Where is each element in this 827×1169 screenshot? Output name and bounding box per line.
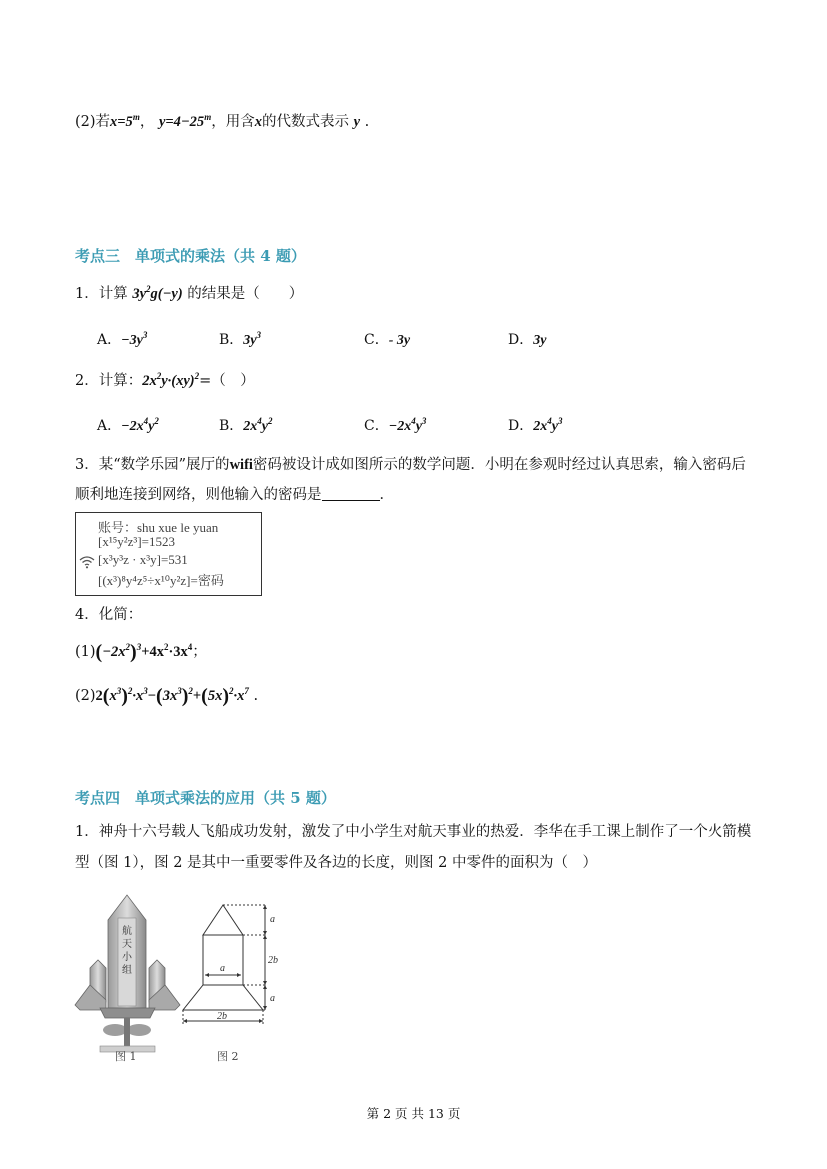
- math-expr: −2x: [102, 644, 126, 660]
- math-var: y: [353, 114, 360, 130]
- option-c[interactable]: [364, 415, 426, 435]
- math-expr: 3y: [533, 333, 547, 348]
- math-exp: 4: [547, 416, 552, 426]
- question-s4-1-line1: 1．神舟十六号载人飞船成功发射，激发了中小学生对航天事业的热爱．李华在手工课上制作了一个火箭模: [75, 824, 752, 840]
- math-exp: 3: [177, 686, 182, 696]
- q-prefix: 2．计算：: [75, 373, 143, 389]
- math-exp: 3: [256, 330, 262, 340]
- option-d[interactable]: [508, 415, 562, 435]
- math-expr: 5x: [207, 688, 223, 704]
- paren: ): [121, 685, 128, 707]
- math-expr: y: [415, 419, 422, 434]
- q-suffix: =（ ）: [199, 373, 255, 389]
- math-expr: y: [551, 419, 558, 434]
- text: .: [364, 114, 370, 130]
- part-label: (2): [75, 688, 96, 704]
- math-exp: 2: [125, 642, 131, 652]
- dim-a-top: a: [270, 914, 275, 925]
- page-footer: 第 2 页 共 13 页: [366, 1106, 461, 1121]
- rocket-label-char: 小: [122, 952, 132, 963]
- paren: (: [95, 641, 103, 663]
- separator: ，: [139, 114, 155, 130]
- math-expr: ·x: [132, 688, 144, 704]
- math-expr: y: [148, 419, 155, 434]
- question-2: [75, 371, 255, 391]
- math-exp: 2: [188, 686, 193, 696]
- text: 的代数式表示: [261, 114, 349, 130]
- q-prefix: 1．计算: [75, 286, 128, 302]
- question-s4-1-line2: 型（图 1），图 2 是其中一重要零件及各边的长度，则图 2 中零件的面积为（ ）: [75, 855, 597, 871]
- math-exp: 4: [411, 416, 416, 426]
- option-label: A．: [97, 332, 122, 348]
- option-label: C．: [364, 332, 389, 348]
- math-expr: - 3y: [388, 333, 411, 348]
- dim-2b-side: 2b: [268, 955, 278, 966]
- math-exp: 3: [142, 330, 148, 340]
- math-exp: 2: [156, 371, 162, 381]
- option-a[interactable]: [97, 415, 159, 435]
- math-exp: 4: [187, 642, 193, 652]
- question-1: [75, 284, 303, 304]
- option-label: D．: [508, 332, 534, 348]
- paren: ): [181, 685, 189, 707]
- text: 3．某“数学乐园”展厅的: [75, 457, 230, 473]
- option-label: B．: [219, 418, 244, 434]
- question-3-line1: [75, 455, 746, 475]
- paren: (: [156, 685, 163, 707]
- option-a[interactable]: [97, 329, 147, 349]
- formula-row-1: [x¹⁵y²z³]=1523: [98, 534, 175, 549]
- math-expr: 2x: [243, 419, 258, 434]
- math-exp: 2: [146, 284, 151, 294]
- math-expr: y=4−25: [158, 114, 205, 130]
- q-suffix: 的结果是（ ）: [187, 286, 304, 302]
- wifi-password-box: [75, 512, 262, 596]
- math-exp: m: [204, 112, 212, 122]
- math-expr: ·x: [233, 688, 245, 704]
- text: 密码被设计成如图所示的数学问题．小明在参观时经过认真思索，输入密码后: [252, 457, 746, 473]
- math-exp: 2: [127, 686, 133, 696]
- math-expr: x=5: [110, 114, 133, 130]
- account-label: 账号：shu xue le yuan: [98, 520, 219, 535]
- math-exp: 2: [163, 642, 169, 652]
- math-expr: x: [109, 688, 117, 704]
- option-label: C．: [364, 418, 389, 434]
- paren: (: [201, 685, 208, 707]
- math-expr: (−y): [157, 286, 183, 302]
- math-expr: −3y: [121, 333, 143, 348]
- math-exp: 2: [194, 371, 200, 381]
- math-exp: m: [132, 112, 140, 122]
- paren: ): [222, 685, 229, 707]
- formula-row-3: [(x³)⁸y⁴z⁵÷x¹⁰y²z]=密码: [98, 573, 224, 588]
- wifi-icon: [79, 555, 95, 569]
- math-exp: 4: [257, 416, 262, 426]
- option-label: A．: [97, 418, 122, 434]
- math-expr: −2x: [121, 419, 144, 434]
- figure-1-caption: 图 1: [115, 1050, 137, 1063]
- math-exp: 3: [557, 416, 563, 426]
- text: ．: [379, 487, 394, 503]
- math-exp: 3: [143, 686, 148, 696]
- math-expr: y·(xy): [161, 373, 195, 389]
- math-exp: 7: [244, 686, 249, 696]
- figure-2-caption: 图 2: [217, 1050, 239, 1063]
- dim-2b-bottom: 2b: [217, 1011, 227, 1022]
- math-expr: 3y: [132, 286, 147, 302]
- math-var: x: [254, 114, 262, 130]
- math-expr: 2x: [142, 373, 157, 389]
- option-b[interactable]: [219, 329, 261, 349]
- part-diagram-figure: [175, 895, 285, 1035]
- text: ，用含: [211, 114, 255, 130]
- math-expr: +4x: [141, 644, 164, 660]
- math-expr: 2: [95, 688, 103, 704]
- math-expr: −2x: [388, 419, 412, 434]
- q2-part2: [75, 112, 369, 132]
- answer-blank[interactable]: [322, 486, 380, 501]
- math-expr: y: [261, 419, 269, 434]
- option-c[interactable]: [364, 329, 410, 349]
- question-4-part2: [75, 686, 258, 706]
- math-op: +: [192, 688, 202, 704]
- dim-a-mid: a: [220, 963, 225, 974]
- math-expr: 3x: [162, 688, 178, 704]
- math-exp: 2: [228, 686, 234, 696]
- math-exp: 4: [143, 416, 149, 426]
- math-exp: 2: [268, 416, 273, 426]
- paren: (: [102, 685, 110, 707]
- math-expr: g: [150, 286, 158, 302]
- math-exp: 3: [116, 686, 122, 696]
- option-b[interactable]: [219, 415, 273, 435]
- text: .: [253, 688, 259, 704]
- question-4-title: 4．化简：: [75, 607, 143, 623]
- option-label: D．: [508, 418, 534, 434]
- rocket-model-figure: [70, 890, 185, 1070]
- section-title-3: 考点三 单项式的乘法（共 4 题）: [75, 247, 306, 265]
- part-label: (1): [75, 644, 96, 660]
- math-exp: 2: [154, 416, 159, 426]
- formula-row-2: [x³y³z · x³y]=531: [98, 552, 188, 567]
- option-label: B．: [219, 332, 244, 348]
- math-exp: 3: [421, 416, 427, 426]
- rocket-label-char: 航: [122, 926, 132, 937]
- text: ；: [192, 644, 207, 660]
- text: 顺利地连接到网络，则他输入的密码是: [75, 487, 322, 503]
- question-3-line2: [75, 485, 394, 505]
- math-op: −: [147, 688, 157, 704]
- math-expr: 2x: [533, 419, 548, 434]
- question-4-part1: [75, 642, 207, 662]
- wifi-word: wifi: [229, 457, 253, 473]
- math-expr: ·3x: [168, 644, 188, 660]
- dim-a-bottom: a: [270, 993, 275, 1004]
- q-prefix: (2)若: [75, 114, 111, 130]
- paren: ): [130, 641, 137, 663]
- rocket-label-char: 组: [122, 965, 132, 976]
- section-title-4: 考点四 单项式乘法的应用（共 5 题）: [75, 789, 336, 807]
- rocket-label-char: 天: [122, 939, 132, 950]
- math-expr: 3y: [243, 333, 257, 348]
- option-d[interactable]: [508, 329, 546, 349]
- math-exp: 3: [136, 642, 142, 652]
